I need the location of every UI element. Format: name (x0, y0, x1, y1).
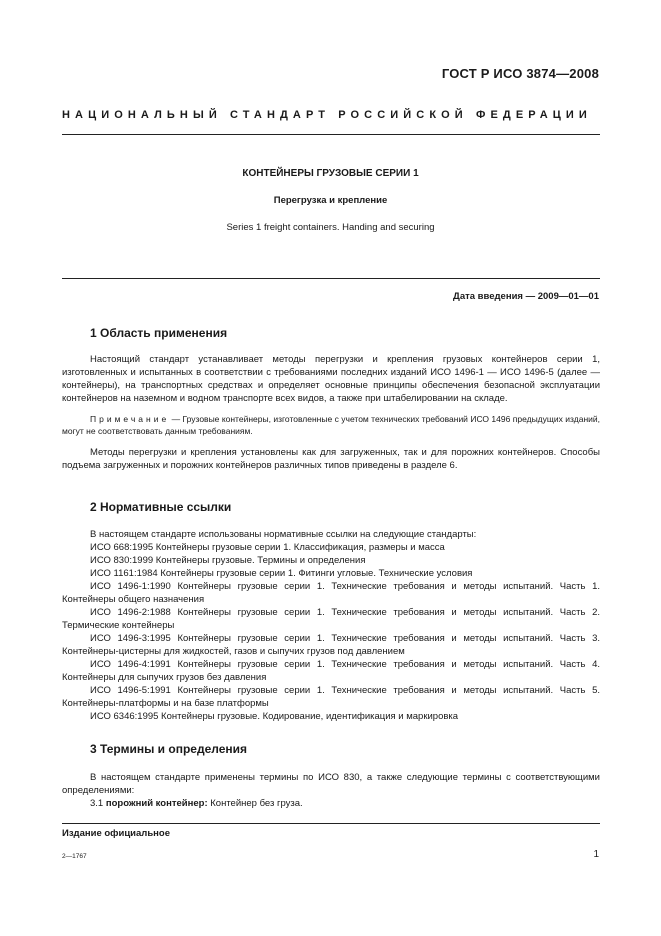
section-3-heading: 3 Термины и определения (90, 742, 248, 756)
note-text: — Грузовые контейнеры, изготовленные с учетом технических требований ИСО 1496 предыдущих изданий, могут не соответствовать данным требованиям. (62, 414, 600, 436)
section-1-note (62, 413, 600, 437)
reference-item: ИСО 1496-5:1991 Контейнеры грузовые серии 1. Технические требования и методы испытаний. Часть 5. Контейнеры-платформы и на базе платформы (62, 685, 600, 709)
term-3-1 (62, 797, 600, 810)
reference-item: ИСО 6346:1995 Контейнеры грузовые. Кодирование, идентификация и маркировка (90, 711, 459, 722)
edition-label: Издание официальное (62, 828, 170, 839)
reference-item: ИСО 1496-3:1995 Контейнеры грузовые серии 1. Технические требования и методы испытаний. Часть 3. Контейнеры-цистерны для жидкостей, газов и сыпучих грузов под давлением (62, 633, 600, 657)
section-1-paragraph-2: Методы перегрузки и крепления установлены как для загруженных, так и для порожних контейнеров. Способы подъема загруженных и порожних контейнеров различных типов приведены в разделе 6. (62, 447, 600, 471)
section-2-intro: В настоящем стандарте использованы нормативные ссылки на следующие стандарты: (90, 529, 477, 540)
header-rule (62, 134, 600, 135)
section-1-body (62, 353, 600, 472)
reference-item: ИСО 1161:1984 Контейнеры грузовые серии 1. Фитинги угловые. Технические условия (90, 568, 473, 579)
document-id: ГОСТ Р ИСО 3874—2008 (441, 66, 599, 81)
page-number: 1 (593, 849, 599, 860)
note-label: Примечание (90, 414, 170, 424)
introduction-date: Дата введения — 2009—01—01 (453, 291, 599, 302)
footer-rule (62, 823, 600, 824)
reference-item: ИСО 830:1999 Контейнеры грузовые. Термины и определения (90, 555, 366, 566)
reference-item: ИСО 1496-2:1988 Контейнеры грузовые серии 1. Технические требования и методы испытаний. Часть 2. Термические контейнеры (62, 607, 600, 631)
english-title: Series 1 freight containers. Handing and securing (226, 222, 435, 233)
term-name: порожний контейнер: (105, 798, 208, 809)
section-3-body (62, 771, 600, 810)
section-1-heading: 1 Область применения (90, 326, 228, 340)
reference-item: ИСО 1496-4:1991 Контейнеры грузовые серии 1. Технические требования и методы испытаний. Часть 4. Контейнеры для сыпучих грузов без давления (62, 659, 600, 683)
national-standard-banner: НАЦИОНАЛЬНЫЙ СТАНДАРТ РОССИЙСКОЙ ФЕДЕРАЦИИ (62, 109, 592, 121)
section-1-paragraph-1: Настоящий стандарт устанавливает методы перегрузки и крепления грузовых контейнеров серии 1, изготовленных и испытанных в соответствии с требованиями последних изданий ИСО 1496-1 — ИСО 1496-5 (далее — контейнеры), на транспортных средствах и определяет основные принципы обеспечения безопасной эксплуатации контейнеров на наземном и водном транспорте всех видов, а также при штабелировании на складе. (62, 354, 600, 404)
section-2-heading: 2 Нормативные ссылки (90, 500, 232, 514)
reference-item: ИСО 668:1995 Контейнеры грузовые серии 1. Классификация, размеры и масса (90, 542, 445, 553)
document-subtitle: Перегрузка и крепление (273, 195, 388, 206)
section-2-body (62, 528, 600, 723)
section-3-intro: В настоящем стандарте применены термины по ИСО 830, а также следующие термины с соответствующими определениями: (62, 772, 600, 796)
title-rule (62, 278, 600, 279)
term-number: 3.1 (90, 798, 106, 809)
reference-item: ИСО 1496-1:1990 Контейнеры грузовые серии 1. Технические требования и методы испытаний. Часть 1. Контейнеры общего назначения (62, 581, 600, 605)
document-title: КОНТЕЙНЕРЫ ГРУЗОВЫЕ СЕРИИ 1 (242, 168, 419, 179)
print-code: 2—1767 (62, 853, 87, 860)
term-definition: Контейнер без груза. (207, 798, 303, 809)
